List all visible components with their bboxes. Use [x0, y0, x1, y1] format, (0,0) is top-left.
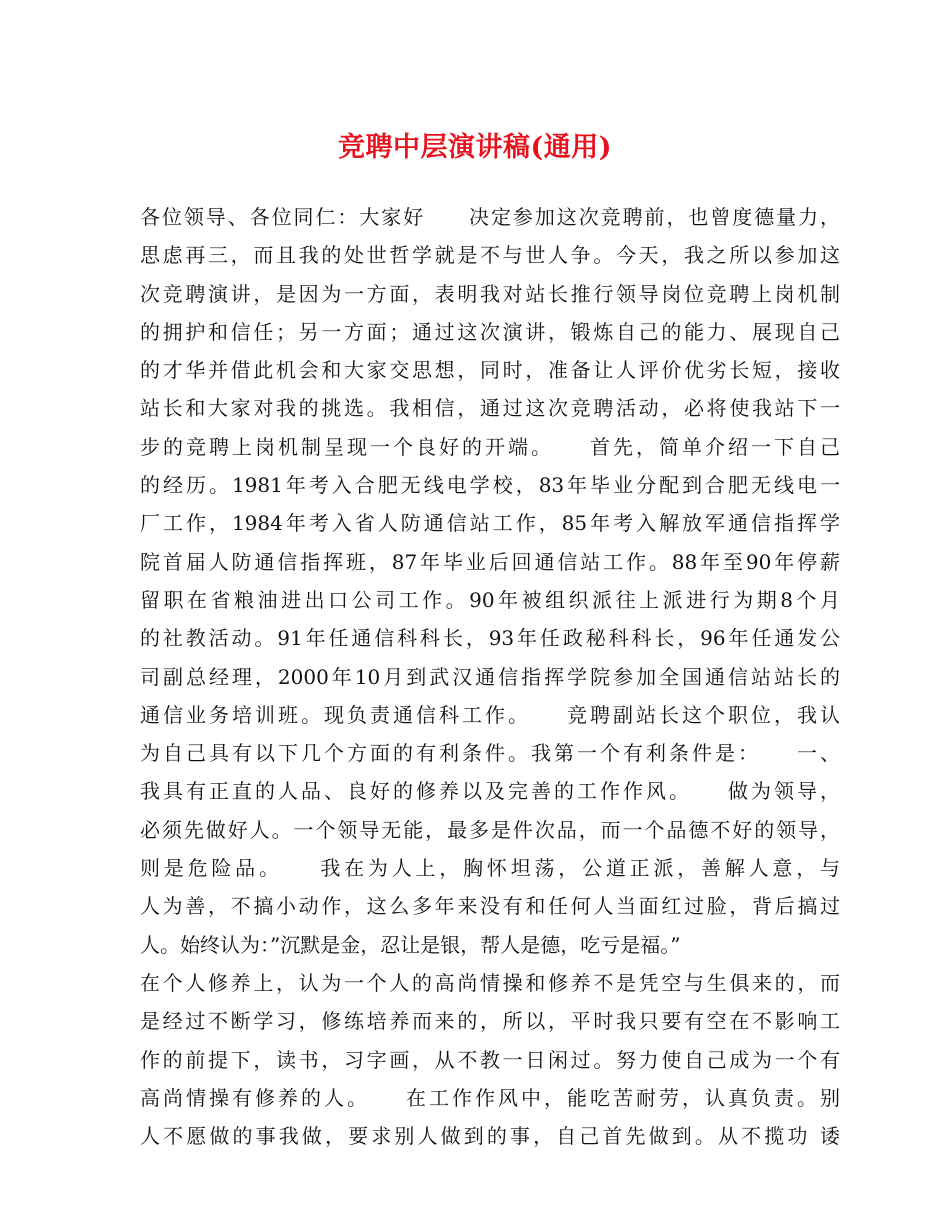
body-line: 站长和大家对我的挑选。我相信，通过这次竞聘活动，必将使我站下一	[140, 396, 840, 421]
body-line: 则是危险品。 我在为人上，胸怀坦荡，公道正派，善解人意，与	[140, 856, 840, 881]
body-line: 为自己具有以下几个方面的有利条件。我第一个有利条件是： 一、	[140, 741, 840, 766]
body-line: 司副总经理，2000年10月到武汉通信指挥学院参加全国通信站站长的	[140, 664, 840, 689]
body-line: 人不愿做的事我做，要求别人做到的事，自己首先做到。从不揽功 诿	[140, 1124, 840, 1149]
body-line: 步的竞聘上岗机制呈现一个良好的开端。 首先，简单介绍一下自己	[140, 434, 840, 459]
body-line: 的经历。1981年考入合肥无线电学校，83年毕业分配到合肥无线电一	[140, 473, 840, 498]
document-body	[140, 198, 840, 1155]
body-line: 高尚情操有修养的人。 在工作作风中，能吃苦耐劳，认真负责。别	[140, 1085, 840, 1110]
body-line: 次竞聘演讲，是因为一方面，表明我对站长推行领导岗位竞聘上岗机制	[140, 281, 840, 306]
body-line: 的社教活动。91年任通信科科长，93年任政秘科科长，96年任通发公	[140, 626, 840, 651]
body-line: 通信业务培训班。现负责通信科工作。 竞聘副站长这个职位，我认	[140, 702, 840, 727]
body-line: 厂工作，1984年考入省人防通信站工作，85年考入解放军通信指挥学	[140, 511, 840, 536]
body-line: 院首届人防通信指挥班，87年毕业后回通信站工作。88年至90年停薪	[140, 549, 840, 574]
body-line: 的才华并借此机会和大家交思想，同时，准备让人评价优劣长短，接收	[140, 358, 840, 383]
body-line: 各位领导、各位同仁：大家好 决定参加这次竞聘前，也曾度德量力，	[140, 205, 840, 229]
body-line: 是经过不断学习，修练培养而来的，所以，平时我只要有空在不影响工	[140, 1009, 840, 1034]
body-line: 必须先做好人。一个领导无能，最多是件次品，而一个品德不好的领导，	[140, 817, 840, 842]
body-line: 人。始终认为：”沉默是金，忍让是银，帮人是德，吃亏是福。”	[140, 932, 681, 957]
body-line: 留职在省粮油进出口公司工作。90年被组织派往上派进行为期8个月	[140, 587, 840, 612]
body-line: 作的前提下，读书，习字画，从不教一日闲过。努力使自己成为一个有	[140, 1047, 840, 1072]
body-line: 的拥护和信任；另一方面；通过这次演讲，锻炼自己的能力、展现自己	[140, 319, 840, 344]
body-line: 在个人修养上，认为一个人的高尚情操和修养不是凭空与生俱来的，而	[140, 970, 840, 995]
body-line: 我具有正直的人品、良好的修养以及完善的工作作风。 做为领导，	[140, 779, 840, 804]
document-title: 竞聘中层演讲稿(通用)	[337, 132, 613, 163]
body-line: 人为善，不搞小动作，这么多年来没有和任何人当面红过脸，背后搞过	[140, 894, 840, 919]
body-line: 思虑再三，而且我的处世哲学就是不与世人争。今天，我之所以参加这	[140, 243, 840, 268]
